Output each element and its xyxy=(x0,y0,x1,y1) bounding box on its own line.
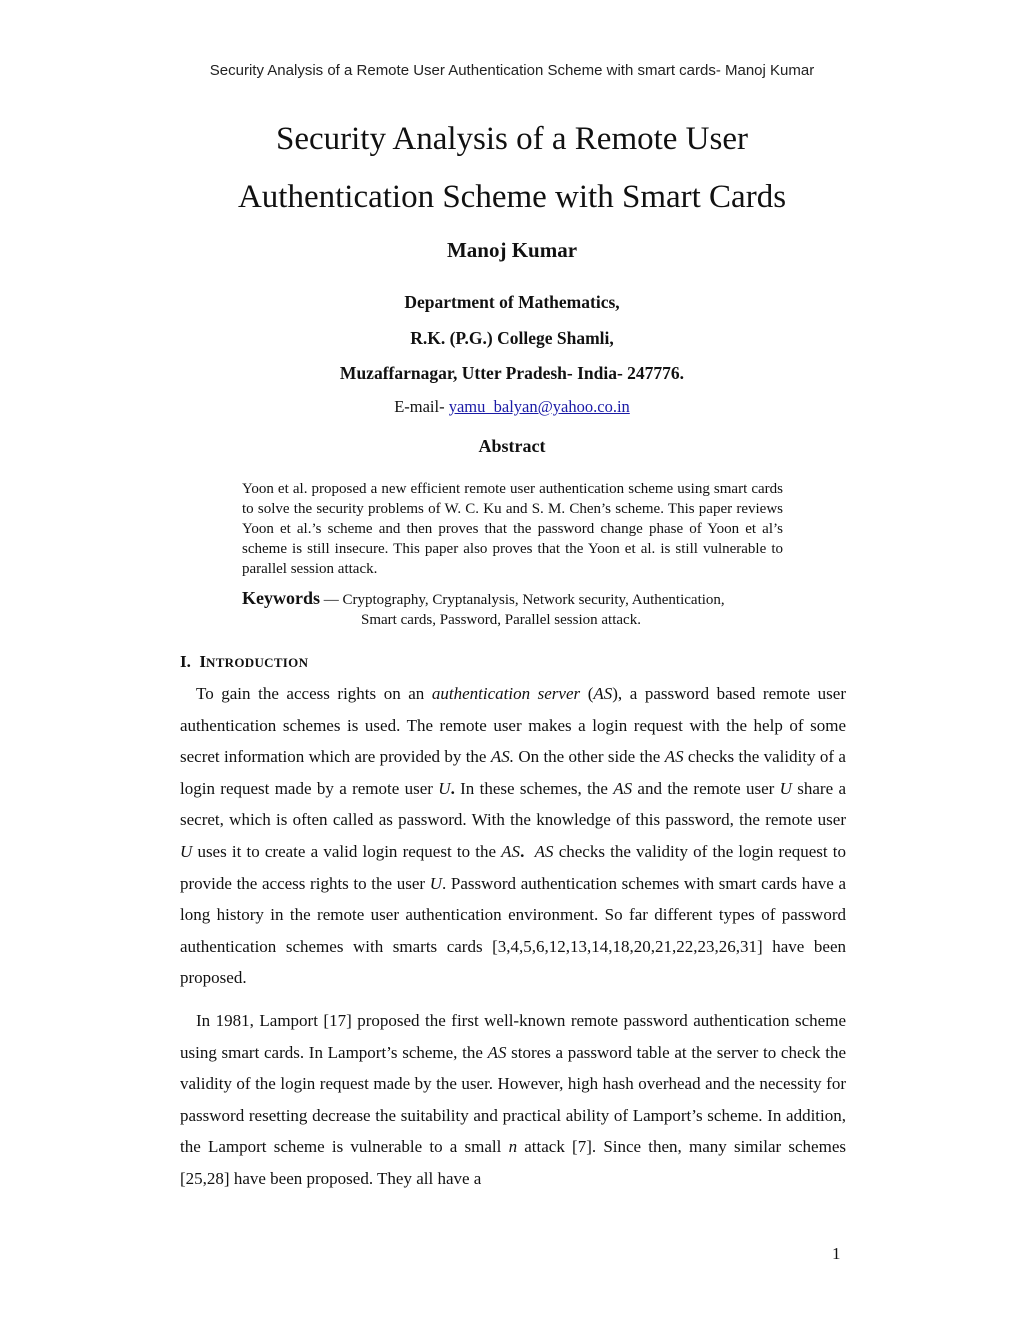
section-title-initial: I xyxy=(199,652,206,671)
intro-paragraph-1: To gain the access rights on an authentication server (AS), a password based remote user authentication schemes is used. The remote user makes a login request with the help of some secret information which are provided by the AS. On the other side the AS checks the validity of a login request made by a remote user U. In these schemes, the AS and the remote user U share a secret, which is often called as password. With the knowledge of this password, the remote user U uses it to create a valid login request to the AS. AS checks the validity of the login request to provide the access rights to the user U. Password authentication schemes with smart cards have a long history in the remote user authentication environment. So far different types of password authentication schemes with smarts cards [3,4,5,6,12,13,14,18,20,21,22,23,26,31] have been proposed. xyxy=(180,684,847,988)
intro-paragraph-2: In 1981, Lamport [17] proposed the first well-known remote password authentication scheme using smart cards. In Lamport’s scheme, the AS stores a password table at the server to check the validity of the login request made by the user. However, high hash overhead and the necessity for password resetting decrease the suitability and practical ability of Lamport’s scheme. In addition, the Lamport scheme is vulnerable to a small n attack [7]. Since then, many similar schemes [25,28] have been proposed. They all have a xyxy=(180,1011,846,1188)
running-header: Security Analysis of a Remote User Authentication Scheme with smart cards- Manoj Kumar xyxy=(209,62,815,79)
section-number: I. xyxy=(180,652,191,671)
abstract-heading: Abstract xyxy=(478,436,546,456)
abstract-text: Yoon et al. proposed a new efficient remote user authentication scheme using smart cards to solve the security problems of W. C. Ku and S. M. Chen’s scheme. This paper reviews Yoon et al.’s scheme and then proves that the password change phase of Yoon et al’s scheme is still insecure. This paper also proves that the Yoon et al. is still vulnerable to parallel session attack. xyxy=(242,481,783,577)
keywords-line2: Smart cards, Password, Parallel session attack. xyxy=(361,612,641,628)
affiliation-college: R.K. (P.G.) College Shamli, xyxy=(410,328,614,348)
keywords-dash: — xyxy=(320,592,343,608)
keywords-line1: Cryptography, Cryptanalysis, Network security, Authentication, xyxy=(342,592,725,608)
affiliation-department: Department of Mathematics, xyxy=(404,292,620,312)
affiliation-address: Muzaffarnagar, Utter Pradesh- India- 247776. xyxy=(339,363,685,383)
email-line xyxy=(0,397,1024,417)
author-name: Manoj Kumar xyxy=(446,238,578,262)
section-title-rest: NTRODUCTION xyxy=(206,655,309,670)
page-number: 1 xyxy=(832,1244,841,1263)
keywords-label: Keywords xyxy=(242,588,320,608)
paper-title-line1: Security Analysis of a Remote User xyxy=(276,121,748,157)
section-heading-introduction xyxy=(180,652,308,672)
keywords-block xyxy=(242,588,787,630)
paper-title-line2: Authentication Scheme with Smart Cards xyxy=(237,179,787,215)
email-link[interactable]: yamu_balyan@yahoo.co.in xyxy=(448,397,630,416)
email-label: E-mail- xyxy=(394,397,449,416)
